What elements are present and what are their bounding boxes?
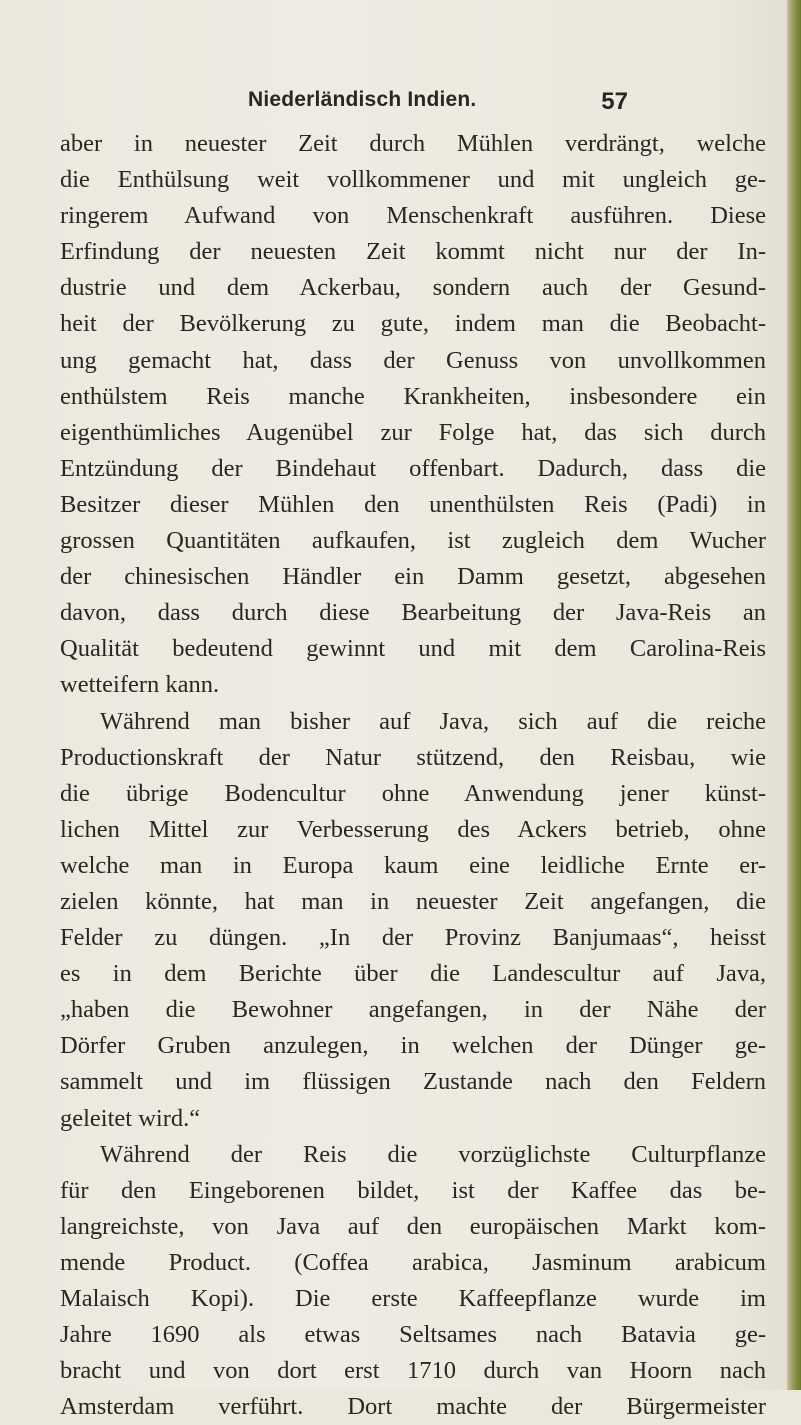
text-line: wetteifern kann.: [60, 671, 220, 699]
text-line: für den Eingeborenen bildet, ist der Kaffee das be-: [60, 1176, 766, 1204]
text-line: Malaisch Kopi). Die erste Kaffeepflanze wurde im: [60, 1285, 766, 1312]
text-line: die übrige Bodencultur ohne Anwendung jener künst-: [60, 779, 766, 807]
text-line: Qualität bedeutend gewinnt und mit dem Carolina-Reis: [60, 635, 766, 663]
text-line: enthülstem Reis manche Krankheiten, insbesondere ein: [60, 382, 766, 410]
text-line: Während der Reis die vorzüglichste Culturpflanze: [100, 1140, 766, 1168]
text-line: Felder zu düngen. „In der Provinz Banjumaas“, heisst: [60, 924, 766, 952]
text-line: aber in neuester Zeit durch Mühlen verdrängt, welche: [60, 130, 766, 157]
text-line: Productionskraft der Natur stützend, den Reisbau, wie: [60, 743, 766, 771]
text-line: langreichste, von Java auf den europäischen Markt kom-: [60, 1212, 766, 1240]
text-line: ung gemacht hat, dass der Genuss von unvollkommen: [60, 346, 766, 374]
running-head: [248, 88, 628, 118]
text-line: Entzündung der Bindehaut offenbart. Dadurch, dass die: [60, 454, 766, 482]
text-line: geleitet wird.“: [60, 1104, 201, 1132]
body-text: [60, 126, 766, 1425]
text-line: Dörfer Gruben anzulegen, in welchen der Dünger ge-: [60, 1032, 766, 1060]
text-line: Erfindung der neuesten Zeit kommt nicht nur der In-: [60, 238, 766, 266]
text-line: grossen Quantitäten aufkaufen, ist zugleich dem Wucher: [60, 527, 766, 555]
text-line: Besitzer dieser Mühlen den unenthülsten Reis (Padi) in: [60, 490, 766, 518]
page-edge: [787, 0, 801, 1390]
text-line: „haben die Bewohner angefangen, in der Nähe der: [60, 996, 766, 1024]
text-line: der chinesischen Händler ein Damm gesetzt, abgesehen: [60, 563, 766, 591]
text-line: bracht und von dort erst 1710 durch van Hoorn nach: [60, 1357, 766, 1385]
text-line: dustrie und dem Ackerbau, sondern auch der Gesund-: [60, 274, 766, 302]
text-line: die Enthülsung weit vollkommener und mit ungleich ge-: [60, 166, 766, 194]
text-line: heit der Bevölkerung zu gute, indem man die Beobacht-: [60, 310, 766, 338]
text-line: eigenthümliches Augenübel zur Folge hat, das sich durch: [60, 418, 766, 446]
text-line: Während man bisher auf Java, sich auf die reiche: [100, 707, 766, 735]
text-line: davon, dass durch diese Bearbeitung der Java-Reis an: [60, 599, 766, 627]
text-line: zielen könnte, hat man in neuester Zeit angefangen, die: [60, 887, 766, 915]
page-number: 57: [601, 88, 628, 115]
text-line: mende Product. (Coffea arabica, Jasminum arabicum: [60, 1248, 766, 1276]
text-line: sammelt und im flüssigen Zustande nach den Feldern: [60, 1068, 766, 1096]
text-line: es in dem Berichte über die Landescultur auf Java,: [60, 960, 766, 988]
text-line: ringerem Aufwand von Menschenkraft ausführen. Diese: [60, 202, 766, 230]
text-line: welche man in Europa kaum eine leidliche Ernte er-: [60, 851, 766, 879]
running-title: Niederländisch Indien.: [248, 88, 477, 111]
text-line: Amsterdam verführt. Dort machte der Bürgermeister: [60, 1393, 766, 1421]
text-line: Jahre 1690 als etwas Seltsames nach Batavia ge-: [60, 1321, 766, 1349]
text-line: lichen Mittel zur Verbesserung des Ackers betrieb, ohne: [60, 815, 766, 843]
